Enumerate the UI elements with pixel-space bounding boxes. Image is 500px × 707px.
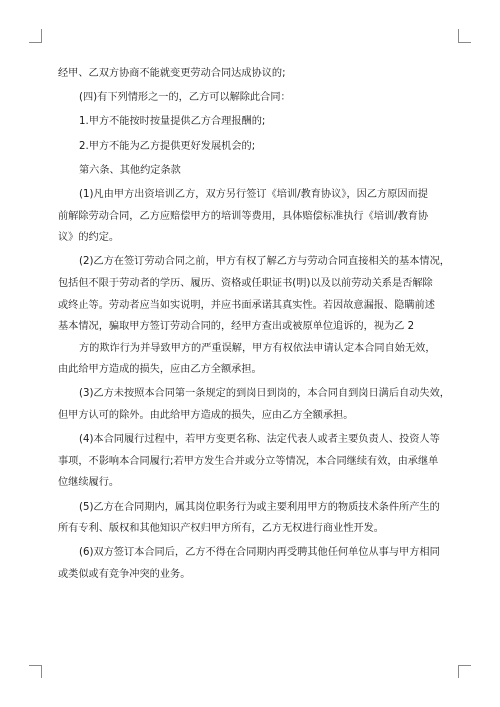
text-line: 2.甲方不能为乙方提供更好发展机会的; <box>79 140 256 152</box>
crop-mark-top-right-v <box>458 29 459 42</box>
clause-2 <box>58 251 458 381</box>
text-line: (2)乙方在签订劳动合同之前，甲方有权了解乙方与劳动合同直接相关的基本情况， <box>79 256 450 268</box>
text-line: (四)有下列情形之一的，乙方可以解除此合同： <box>79 92 291 104</box>
crop-mark-bottom-right-h <box>458 665 471 666</box>
text-line: 议》的约定。 <box>58 232 120 244</box>
text-line: 所有专利、版权和其他知识产权归甲方所有，乙方无权进行商业性开发。 <box>58 523 384 535</box>
text-line: 前解除劳动合同，乙方应赔偿甲方的培训等费用，具体赔偿标准执行《培训/教育协 <box>58 210 429 222</box>
text-line: 基本情况，骗取甲方签订劳动合同的，经甲方查出或被原单位追诉的，视为乙 2 <box>58 321 415 333</box>
clause-4 <box>58 429 458 494</box>
text-line: (3)乙方未按照本合同第一条规定的到岗日到岗的，本合同自到岗日满后自动失效， <box>79 388 450 400</box>
text-line: (4)本合同履行过程中，若甲方变更名称、法定代表人或者主要负责人、投资人等 <box>79 434 440 446</box>
crop-mark-top-left-v <box>41 29 42 42</box>
text-line: (6)双方签订本合同后，乙方不得在合同期内再受聘其他任何单位从事与甲方相同 <box>79 547 440 559</box>
text-line: (1)凡由甲方出资培训乙方，双方另行签订《培训/教育协议》，因乙方原因而提 <box>79 188 428 200</box>
clause-1 <box>58 184 458 249</box>
text-line: 方的欺诈行为并导致甲方的严重误解，甲方有权依法申请认定本合同自始无效， <box>79 342 436 354</box>
text-line: 位继续履行。 <box>58 477 120 489</box>
text-line: 1.甲方不能按时按量提供乙方合理报酬的; <box>79 116 266 128</box>
document-body <box>58 63 458 586</box>
text-line: 事项，不影响本合同履行;若甲方发生合并或分立等情况，本合同继续有效，由承继单 <box>58 455 439 467</box>
clause-3 <box>58 383 458 426</box>
text-line: 或终止等。劳动者应当如实说明，并应书面承诺其真实性。若因故意漏报、隐瞒前述 <box>58 299 435 311</box>
crop-mark-top-right-h <box>458 42 471 43</box>
clause-6 <box>58 542 458 585</box>
text-line: 经甲、乙双方协商不能就变更劳动合同达成协议的; <box>58 68 286 79</box>
section-heading: 第六条、其他约定条款 <box>79 164 181 176</box>
text-line: 或类似或有竞争冲突的业务。 <box>58 569 191 580</box>
crop-mark-top-left-h <box>29 42 42 43</box>
text-line: (5)乙方在合同期内，属其岗位职务行为或主要利用甲方的物质技术条件所产生的 <box>79 501 440 513</box>
crop-mark-bottom-left-v <box>41 665 42 678</box>
text-line: 由此给甲方造成的损失，应由乙方全额承担。 <box>58 364 262 376</box>
crop-mark-bottom-right-v <box>458 665 459 678</box>
text-line: 但甲方认可的除外。由此给甲方造成的损失，应由乙方全额承担。 <box>58 410 354 422</box>
text-line: 包括但不限于劳动者的学历、履历、资格或任职证书(明)以及以前劳动关系是否解除 <box>58 277 433 289</box>
clause-5 <box>58 497 458 540</box>
